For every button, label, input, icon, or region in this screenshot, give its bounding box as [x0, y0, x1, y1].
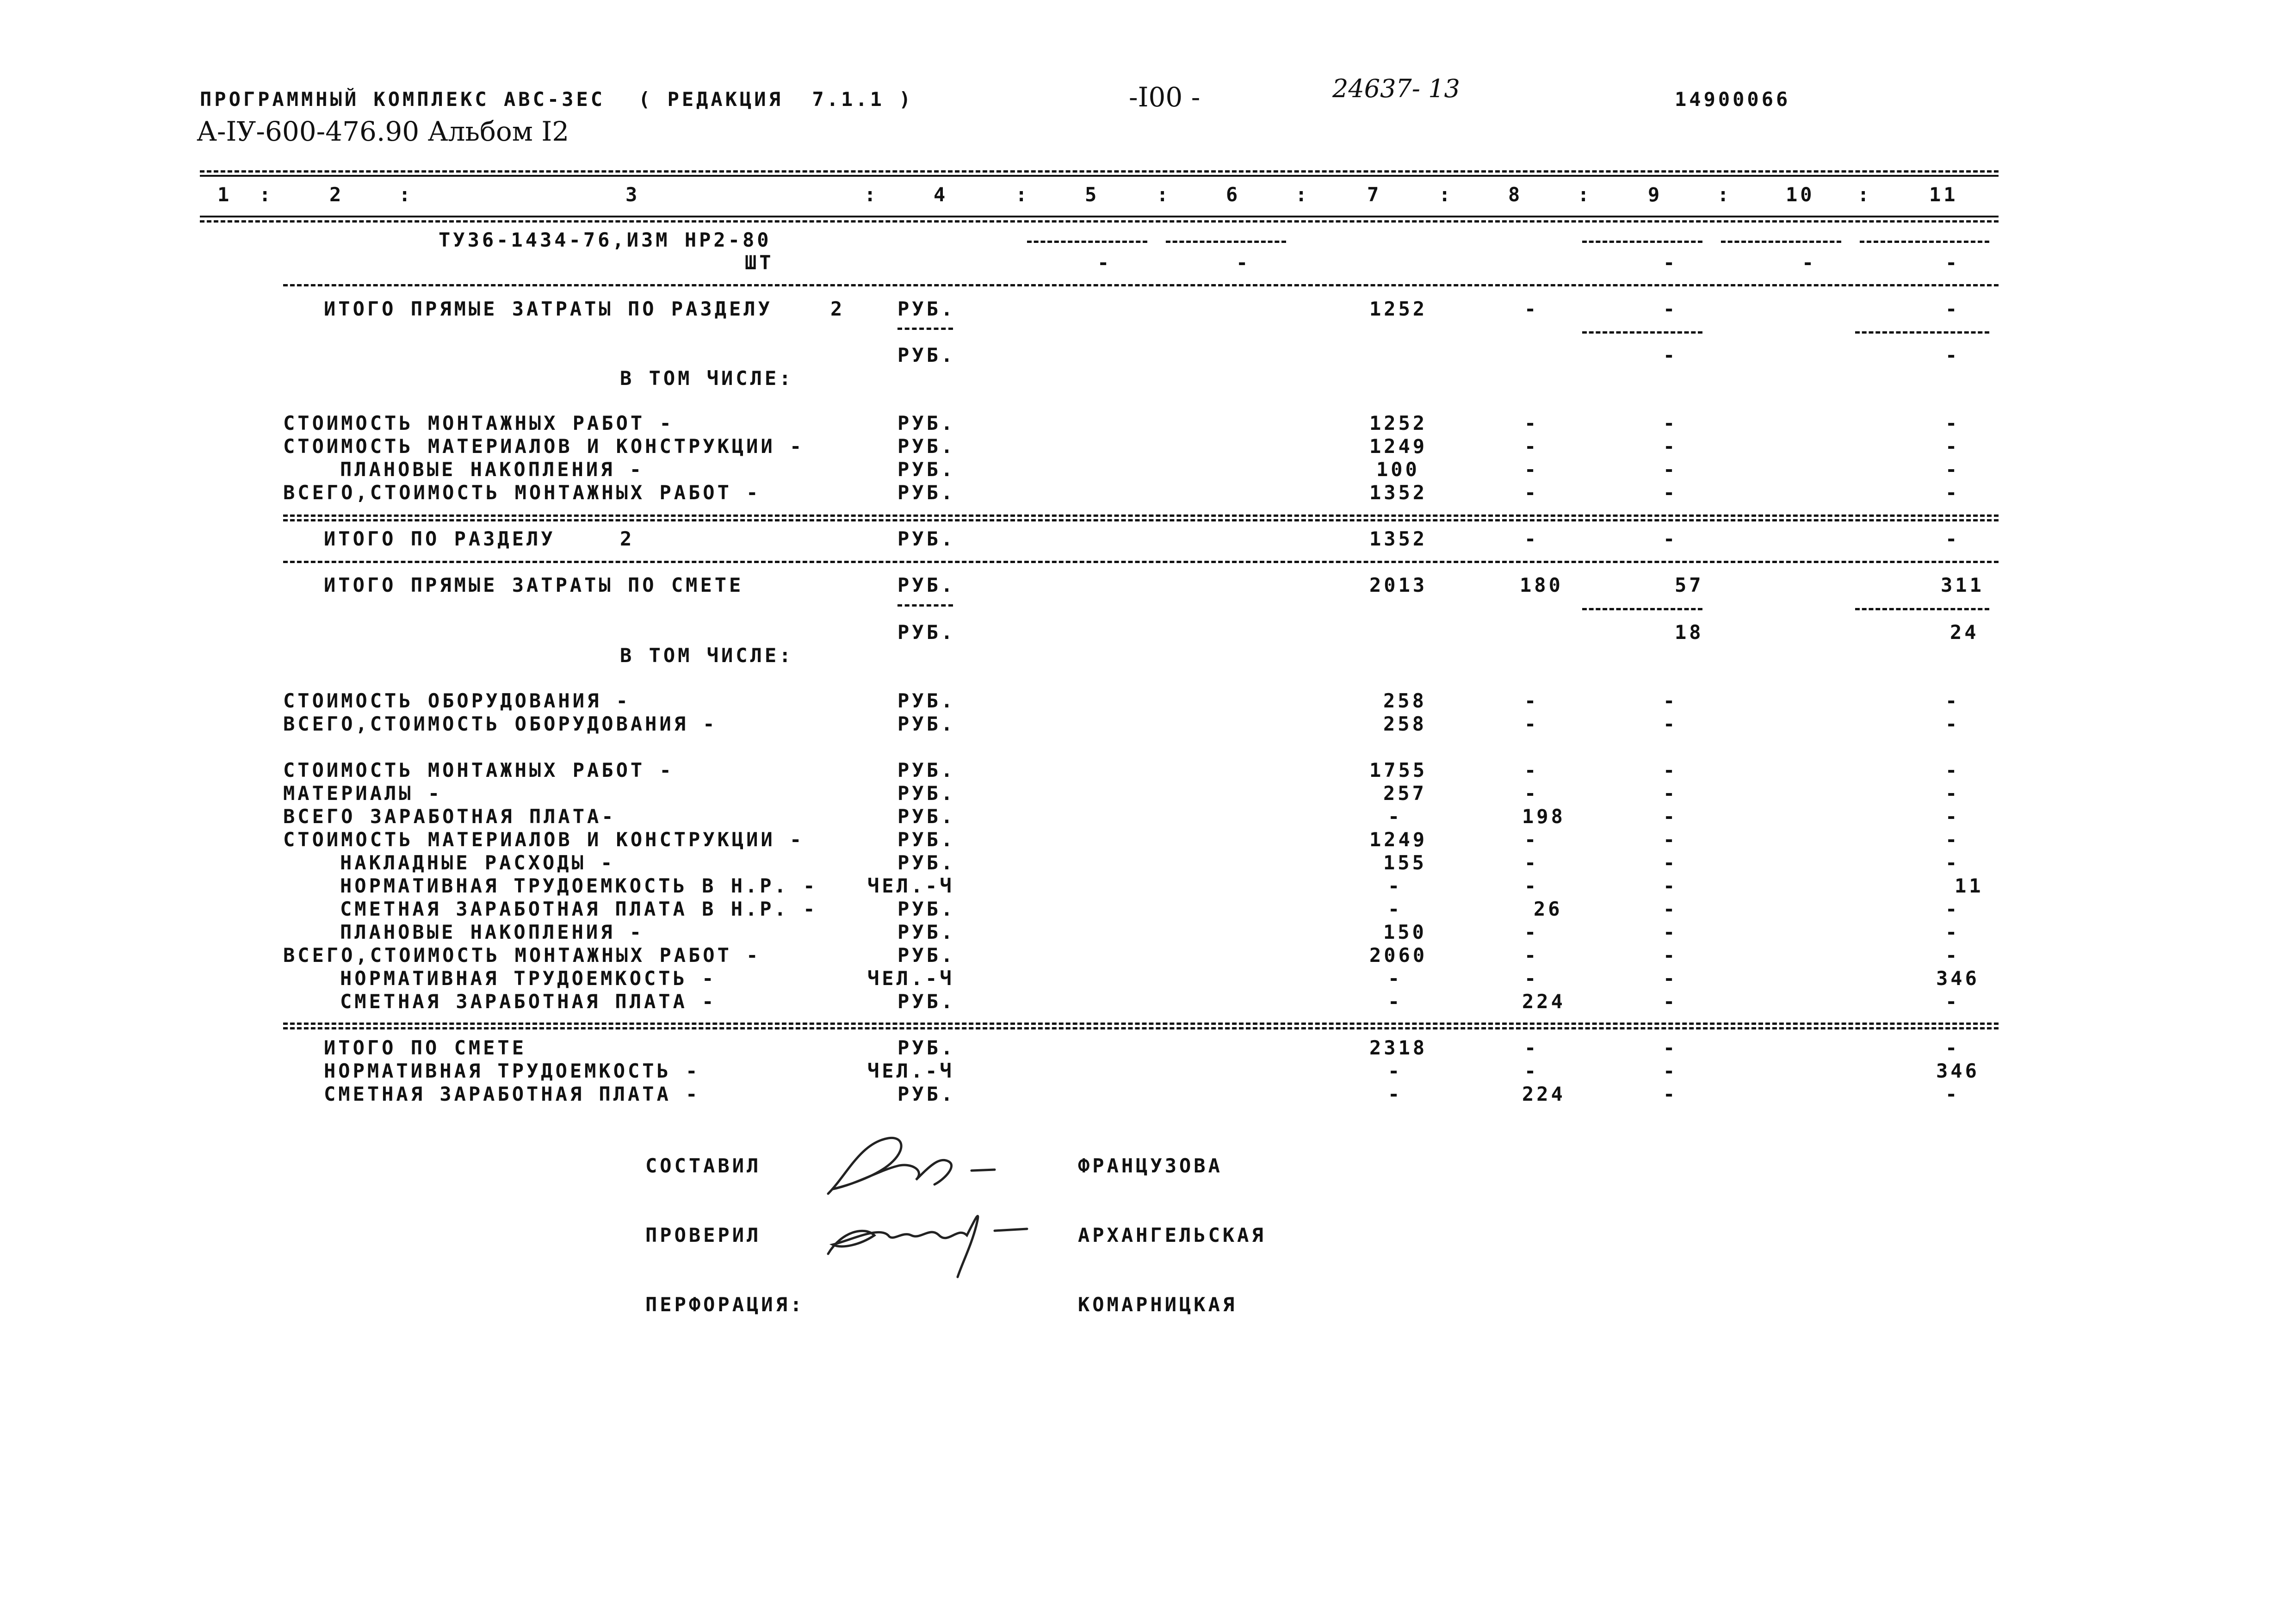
cell-c12: - — [1945, 782, 1960, 805]
cell-c8: 258 — [1383, 713, 1427, 735]
cell-c11: - — [1802, 251, 1817, 274]
col-header-4: 4 — [934, 183, 948, 206]
row-num: 2 — [620, 527, 635, 550]
row-unit: РУБ. — [897, 828, 956, 851]
col-header-8: 8 — [1508, 183, 1523, 206]
col-sep: : — [259, 183, 274, 206]
album-title: А-IУ-600-476.90 Альбом I2 — [197, 116, 569, 147]
cell-c10: - — [1663, 251, 1678, 274]
cell-c12: - — [1945, 458, 1960, 481]
col-sep: : — [1439, 183, 1454, 206]
cell-c12: - — [1945, 481, 1960, 504]
cell-c8: 1249 — [1369, 435, 1428, 458]
row-text: ВСЕГО,СТОИМОСТЬ МОНТАЖНЫХ РАБОТ - — [283, 944, 761, 967]
cell-c9: - — [1524, 921, 1539, 943]
cell-c12: - — [1945, 944, 1960, 967]
table-header-rule — [200, 216, 1999, 217]
table-row — [0, 759, 2296, 782]
row-text: СМЕТНАЯ ЗАРАБОТНАЯ ПЛАТА - — [324, 1083, 700, 1105]
signature-name-checked: АРХАНГЕЛЬСКАЯ — [1078, 1224, 1266, 1246]
row-unit: РУБ. — [897, 574, 956, 596]
cell-c10: - — [1663, 713, 1678, 735]
cell-c12: - — [1945, 412, 1960, 434]
row-text: МАТЕРИАЛЫ - — [283, 782, 443, 805]
cell-c10: 18 — [1675, 621, 1704, 644]
row-unit: РУБ. — [897, 298, 956, 320]
cell-c12: 11 — [1955, 874, 1984, 897]
row-text: В ТОМ ЧИСЛЕ: — [620, 367, 794, 390]
cell-c12: 346 — [1936, 1060, 1980, 1082]
table-top-rule — [200, 170, 1999, 173]
cell-c9: 26 — [1534, 898, 1563, 920]
cell-c10: - — [1663, 458, 1678, 481]
subtotal-rule — [1166, 241, 1286, 243]
table-row — [0, 1060, 2296, 1083]
table-row — [0, 689, 2296, 713]
table-row — [0, 458, 2296, 481]
cell-c10: - — [1663, 298, 1678, 320]
table-row — [0, 344, 2296, 367]
row-unit: РУБ. — [897, 898, 956, 920]
cell-c9: - — [1524, 298, 1539, 320]
row-text: СТОИМОСТЬ МАТЕРИАЛОВ И КОНСТРУКЦИИ - — [283, 435, 805, 458]
row-unit: РУБ. — [897, 435, 956, 458]
row-unit: РУБ. — [897, 990, 956, 1013]
table-row — [0, 1083, 2296, 1106]
row-text: ИТОГО ПРЯМЫЕ ЗАТРАТЫ ПО СМЕТЕ — [324, 574, 744, 596]
table-row — [0, 851, 2296, 874]
row-text: СМЕТНАЯ ЗАРАБОТНАЯ ПЛАТА В Н.Р. - — [340, 898, 818, 920]
cell-c12: - — [1945, 344, 1960, 366]
cell-c8: 155 — [1383, 851, 1427, 874]
cell-c10: - — [1663, 435, 1678, 458]
cell-c8: 1352 — [1369, 481, 1428, 504]
row-text: НОРМАТИВНАЯ ТРУДОЕМКОСТЬ В Н.Р. - — [340, 874, 818, 897]
row-unit: ЧЕЛ.-Ч — [867, 967, 954, 990]
col-sep: : — [399, 183, 414, 206]
cell-c10: - — [1663, 689, 1678, 712]
signature-name-perforation: КОМАРНИЦКАЯ — [1078, 1293, 1238, 1316]
cell-c9: - — [1524, 1060, 1539, 1082]
table-row — [0, 229, 2296, 252]
cell-c9: - — [1524, 412, 1539, 434]
cell-c9: 224 — [1522, 1083, 1566, 1105]
row-text: ВСЕГО,СТОИМОСТЬ МОНТАЖНЫХ РАБОТ - — [283, 481, 761, 504]
row-text: СТОИМОСТЬ ОБОРУДОВАНИЯ - — [283, 689, 631, 712]
cell-c9: - — [1524, 713, 1539, 735]
col-header-3: 3 — [625, 183, 640, 206]
row-unit: РУБ. — [897, 921, 956, 943]
row-unit: РУБ. — [897, 344, 956, 366]
cell-c8: 1352 — [1369, 527, 1428, 550]
cell-c8: 2013 — [1369, 574, 1428, 596]
section-rule — [283, 284, 1999, 286]
cell-c8: - — [1388, 1060, 1403, 1082]
table-row — [0, 874, 2296, 898]
cell-c12: - — [1945, 898, 1960, 920]
table-row — [0, 713, 2296, 736]
row-text: СТОИМОСТЬ МОНТАЖНЫХ РАБОТ - — [283, 412, 674, 434]
cell-c10: - — [1663, 1036, 1678, 1059]
subtotal-rule — [1860, 241, 1989, 243]
cell-c10: - — [1663, 851, 1678, 874]
cell-c8: 258 — [1383, 689, 1427, 712]
table-row — [0, 967, 2296, 990]
signature-role-compiled: СОСТАВИЛ — [645, 1154, 761, 1177]
cell-c12: - — [1945, 527, 1960, 550]
table-row — [0, 251, 2296, 274]
signature-frantsuzova — [819, 1129, 1004, 1203]
table-row — [0, 644, 2296, 667]
cell-c9: - — [1524, 1036, 1539, 1059]
cell-c8: 100 — [1376, 458, 1420, 481]
table-row — [0, 412, 2296, 435]
table-row — [0, 921, 2296, 944]
table-row — [0, 828, 2296, 851]
section-rule — [283, 519, 1999, 521]
cell-c10: - — [1663, 759, 1678, 781]
row-text: ВСЕГО,СТОИМОСТЬ ОБОРУДОВАНИЯ - — [283, 713, 718, 735]
row-unit: РУБ. — [897, 1036, 956, 1059]
cell-c10: - — [1663, 898, 1678, 920]
cell-c8: 150 — [1383, 921, 1427, 943]
row-unit: РУБ. — [897, 527, 956, 550]
cell-c12: - — [1945, 298, 1960, 320]
row-unit: РУБ. — [897, 458, 956, 481]
cell-c10: - — [1663, 782, 1678, 805]
col-header-1: 1 — [217, 183, 232, 206]
subtotal-rule — [1855, 608, 1989, 610]
cell-c7: - — [1236, 251, 1251, 274]
unit-rule — [897, 328, 953, 330]
section-rule — [283, 514, 1999, 517]
row-text: ШТ — [745, 251, 774, 274]
row-unit: РУБ. — [897, 759, 956, 781]
cell-c12: - — [1945, 251, 1960, 274]
table-header-rule-2 — [200, 220, 1999, 223]
table-row — [0, 298, 2296, 321]
row-text: ИТОГО ПО СМЕТЕ — [324, 1036, 527, 1059]
signature-role-checked: ПРОВЕРИЛ — [645, 1224, 761, 1246]
cell-c8: 2318 — [1369, 1036, 1428, 1059]
cell-c9: 198 — [1522, 805, 1566, 828]
cell-c10: - — [1663, 344, 1678, 366]
row-unit: РУБ. — [897, 782, 956, 805]
cell-c8: - — [1388, 990, 1403, 1013]
col-header-11: 11 — [1929, 183, 1958, 206]
row-text: ТУ36-1434-76,ИЗМ НР2-80 — [439, 229, 772, 251]
cell-c10: - — [1663, 481, 1678, 504]
handwritten-number: 24637- 13 — [1332, 74, 1460, 103]
cell-c9: 224 — [1522, 990, 1566, 1013]
col-sep: : — [1015, 183, 1030, 206]
cell-c10: - — [1663, 967, 1678, 990]
cell-c8: - — [1388, 967, 1403, 990]
col-header-5: 5 — [1085, 183, 1100, 206]
cell-c9: - — [1524, 782, 1539, 805]
table-row — [0, 782, 2296, 805]
cell-c10: - — [1663, 527, 1678, 550]
cell-c10: - — [1663, 1060, 1678, 1082]
subtotal-rule — [1855, 331, 1989, 334]
cell-c8: 1252 — [1369, 298, 1428, 320]
cell-c12: - — [1945, 990, 1960, 1013]
row-unit: РУБ. — [897, 713, 956, 735]
cell-c10: - — [1663, 828, 1678, 851]
cell-c10: - — [1663, 1083, 1678, 1105]
cell-c10: - — [1663, 944, 1678, 967]
table-row — [0, 527, 2296, 551]
page-number: -I00 - — [1129, 81, 1201, 113]
cell-c9: 180 — [1520, 574, 1563, 596]
row-text: СТОИМОСТЬ МОНТАЖНЫХ РАБОТ - — [283, 759, 674, 781]
cell-c9: - — [1524, 851, 1539, 874]
cell-c9: - — [1524, 944, 1539, 967]
cell-c9: - — [1524, 527, 1539, 550]
cell-c10: 57 — [1675, 574, 1704, 596]
col-sep: : — [864, 183, 879, 206]
cell-c12: - — [1945, 828, 1960, 851]
cell-c8: 1252 — [1369, 412, 1428, 434]
cell-c12: - — [1945, 805, 1960, 828]
cell-c6: - — [1097, 251, 1112, 274]
cell-c8: 2060 — [1369, 944, 1428, 967]
signature-arkhangelskaya — [823, 1198, 1036, 1282]
cell-c9: - — [1524, 759, 1539, 781]
row-text: СТОИМОСТЬ МАТЕРИАЛОВ И КОНСТРУКЦИИ - — [283, 828, 805, 851]
row-text: ПЛАНОВЫЕ НАКОПЛЕНИЯ - — [340, 921, 644, 943]
subtotal-rule — [1721, 241, 1841, 243]
cell-c8: - — [1388, 898, 1403, 920]
col-header-9: 9 — [1648, 183, 1663, 206]
row-text: ИТОГО ПРЯМЫЕ ЗАТРАТЫ ПО РАЗДЕЛУ — [324, 298, 773, 320]
row-unit: РУБ. — [897, 805, 956, 828]
cell-c9: - — [1524, 828, 1539, 851]
row-unit: РУБ. — [897, 689, 956, 712]
cell-c10: - — [1663, 805, 1678, 828]
cell-c9: - — [1524, 481, 1539, 504]
cell-c8: 1755 — [1369, 759, 1428, 781]
table-top-rule-2 — [200, 175, 1999, 177]
table-row — [0, 621, 2296, 644]
cell-c12: - — [1945, 713, 1960, 735]
subtotal-rule — [1582, 608, 1702, 610]
col-header-7: 7 — [1367, 183, 1382, 206]
row-unit: РУБ. — [897, 412, 956, 434]
row-text: СМЕТНАЯ ЗАРАБОТНАЯ ПЛАТА - — [340, 990, 717, 1013]
cell-c8: 1249 — [1369, 828, 1428, 851]
cell-c12: - — [1945, 1036, 1960, 1059]
col-header-6: 6 — [1226, 183, 1241, 206]
cell-c9: - — [1524, 967, 1539, 990]
row-unit: РУБ. — [897, 621, 956, 644]
row-text: В ТОМ ЧИСЛЕ: — [620, 644, 794, 667]
cell-c12: 346 — [1936, 967, 1980, 990]
table-row — [0, 898, 2296, 921]
cell-c9: - — [1524, 689, 1539, 712]
cell-c10: - — [1663, 921, 1678, 943]
table-row — [0, 435, 2296, 458]
subtotal-rule — [1582, 241, 1702, 243]
row-unit: РУБ. — [897, 481, 956, 504]
table-row — [0, 990, 2296, 1013]
cell-c12: 24 — [1950, 621, 1979, 644]
row-unit: ЧЕЛ.-Ч — [867, 1060, 954, 1082]
signature-name-compiled: ФРАНЦУЗОВА — [1078, 1154, 1223, 1177]
cell-c9: - — [1524, 458, 1539, 481]
cell-c12: - — [1945, 689, 1960, 712]
subtotal-rule — [1582, 331, 1702, 334]
program-name: ПРОГРАММНЫЙ КОМПЛЕКС АВС-3ЕС — [200, 88, 606, 111]
subtotal-rule — [1027, 241, 1147, 243]
cell-c10: - — [1663, 412, 1678, 434]
cell-c12: - — [1945, 759, 1960, 781]
table-row — [0, 574, 2296, 597]
table-row — [0, 481, 2296, 504]
cell-c12: 311 — [1941, 574, 1984, 596]
section-rule — [283, 1023, 1999, 1025]
col-sep: : — [1717, 183, 1732, 206]
row-unit: РУБ. — [897, 851, 956, 874]
cell-c9: - — [1524, 874, 1539, 897]
document-code: 14900066 — [1675, 88, 1791, 111]
cell-c8: - — [1388, 1083, 1403, 1105]
cell-c8: - — [1388, 874, 1403, 897]
row-text: НАКЛАДНЫЕ РАСХОДЫ - — [340, 851, 615, 874]
cell-c8: - — [1388, 805, 1403, 828]
row-unit: РУБ. — [897, 1083, 956, 1105]
col-sep: : — [1857, 183, 1872, 206]
row-unit: РУБ. — [897, 944, 956, 967]
row-text: ВСЕГО ЗАРАБОТНАЯ ПЛАТА- — [283, 805, 616, 828]
col-sep: : — [1157, 183, 1171, 206]
table-row — [0, 805, 2296, 828]
row-unit: ЧЕЛ.-Ч — [867, 874, 954, 897]
section-rule — [283, 561, 1999, 563]
column-header-row — [0, 183, 2296, 206]
row-num: 2 — [830, 298, 845, 320]
cell-c10: - — [1663, 990, 1678, 1013]
signature-role-perforation: ПЕРФОРАЦИЯ: — [645, 1293, 805, 1316]
row-text: НОРМАТИВНАЯ ТРУДОЕМКОСТЬ - — [340, 967, 717, 990]
col-header-2: 2 — [329, 183, 344, 206]
cell-c12: - — [1945, 851, 1960, 874]
table-row — [0, 1036, 2296, 1060]
row-text: ИТОГО ПО РАЗДЕЛУ — [324, 527, 556, 550]
cell-c8: 257 — [1383, 782, 1427, 805]
row-text: НОРМАТИВНАЯ ТРУДОЕМКОСТЬ - — [324, 1060, 700, 1082]
col-sep: : — [1578, 183, 1592, 206]
cell-c10: - — [1663, 874, 1678, 897]
unit-rule — [897, 604, 953, 607]
cell-c9: - — [1524, 435, 1539, 458]
cell-c12: - — [1945, 1083, 1960, 1105]
cell-c12: - — [1945, 435, 1960, 458]
section-rule — [283, 1027, 1999, 1029]
edition: ( РЕДАКЦИЯ 7.1.1 ) — [638, 88, 914, 111]
col-header-10: 10 — [1786, 183, 1815, 206]
table-row — [0, 944, 2296, 967]
table-row — [0, 367, 2296, 390]
cell-c12: - — [1945, 921, 1960, 943]
col-sep: : — [1295, 183, 1310, 206]
row-text: ПЛАНОВЫЕ НАКОПЛЕНИЯ - — [340, 458, 644, 481]
